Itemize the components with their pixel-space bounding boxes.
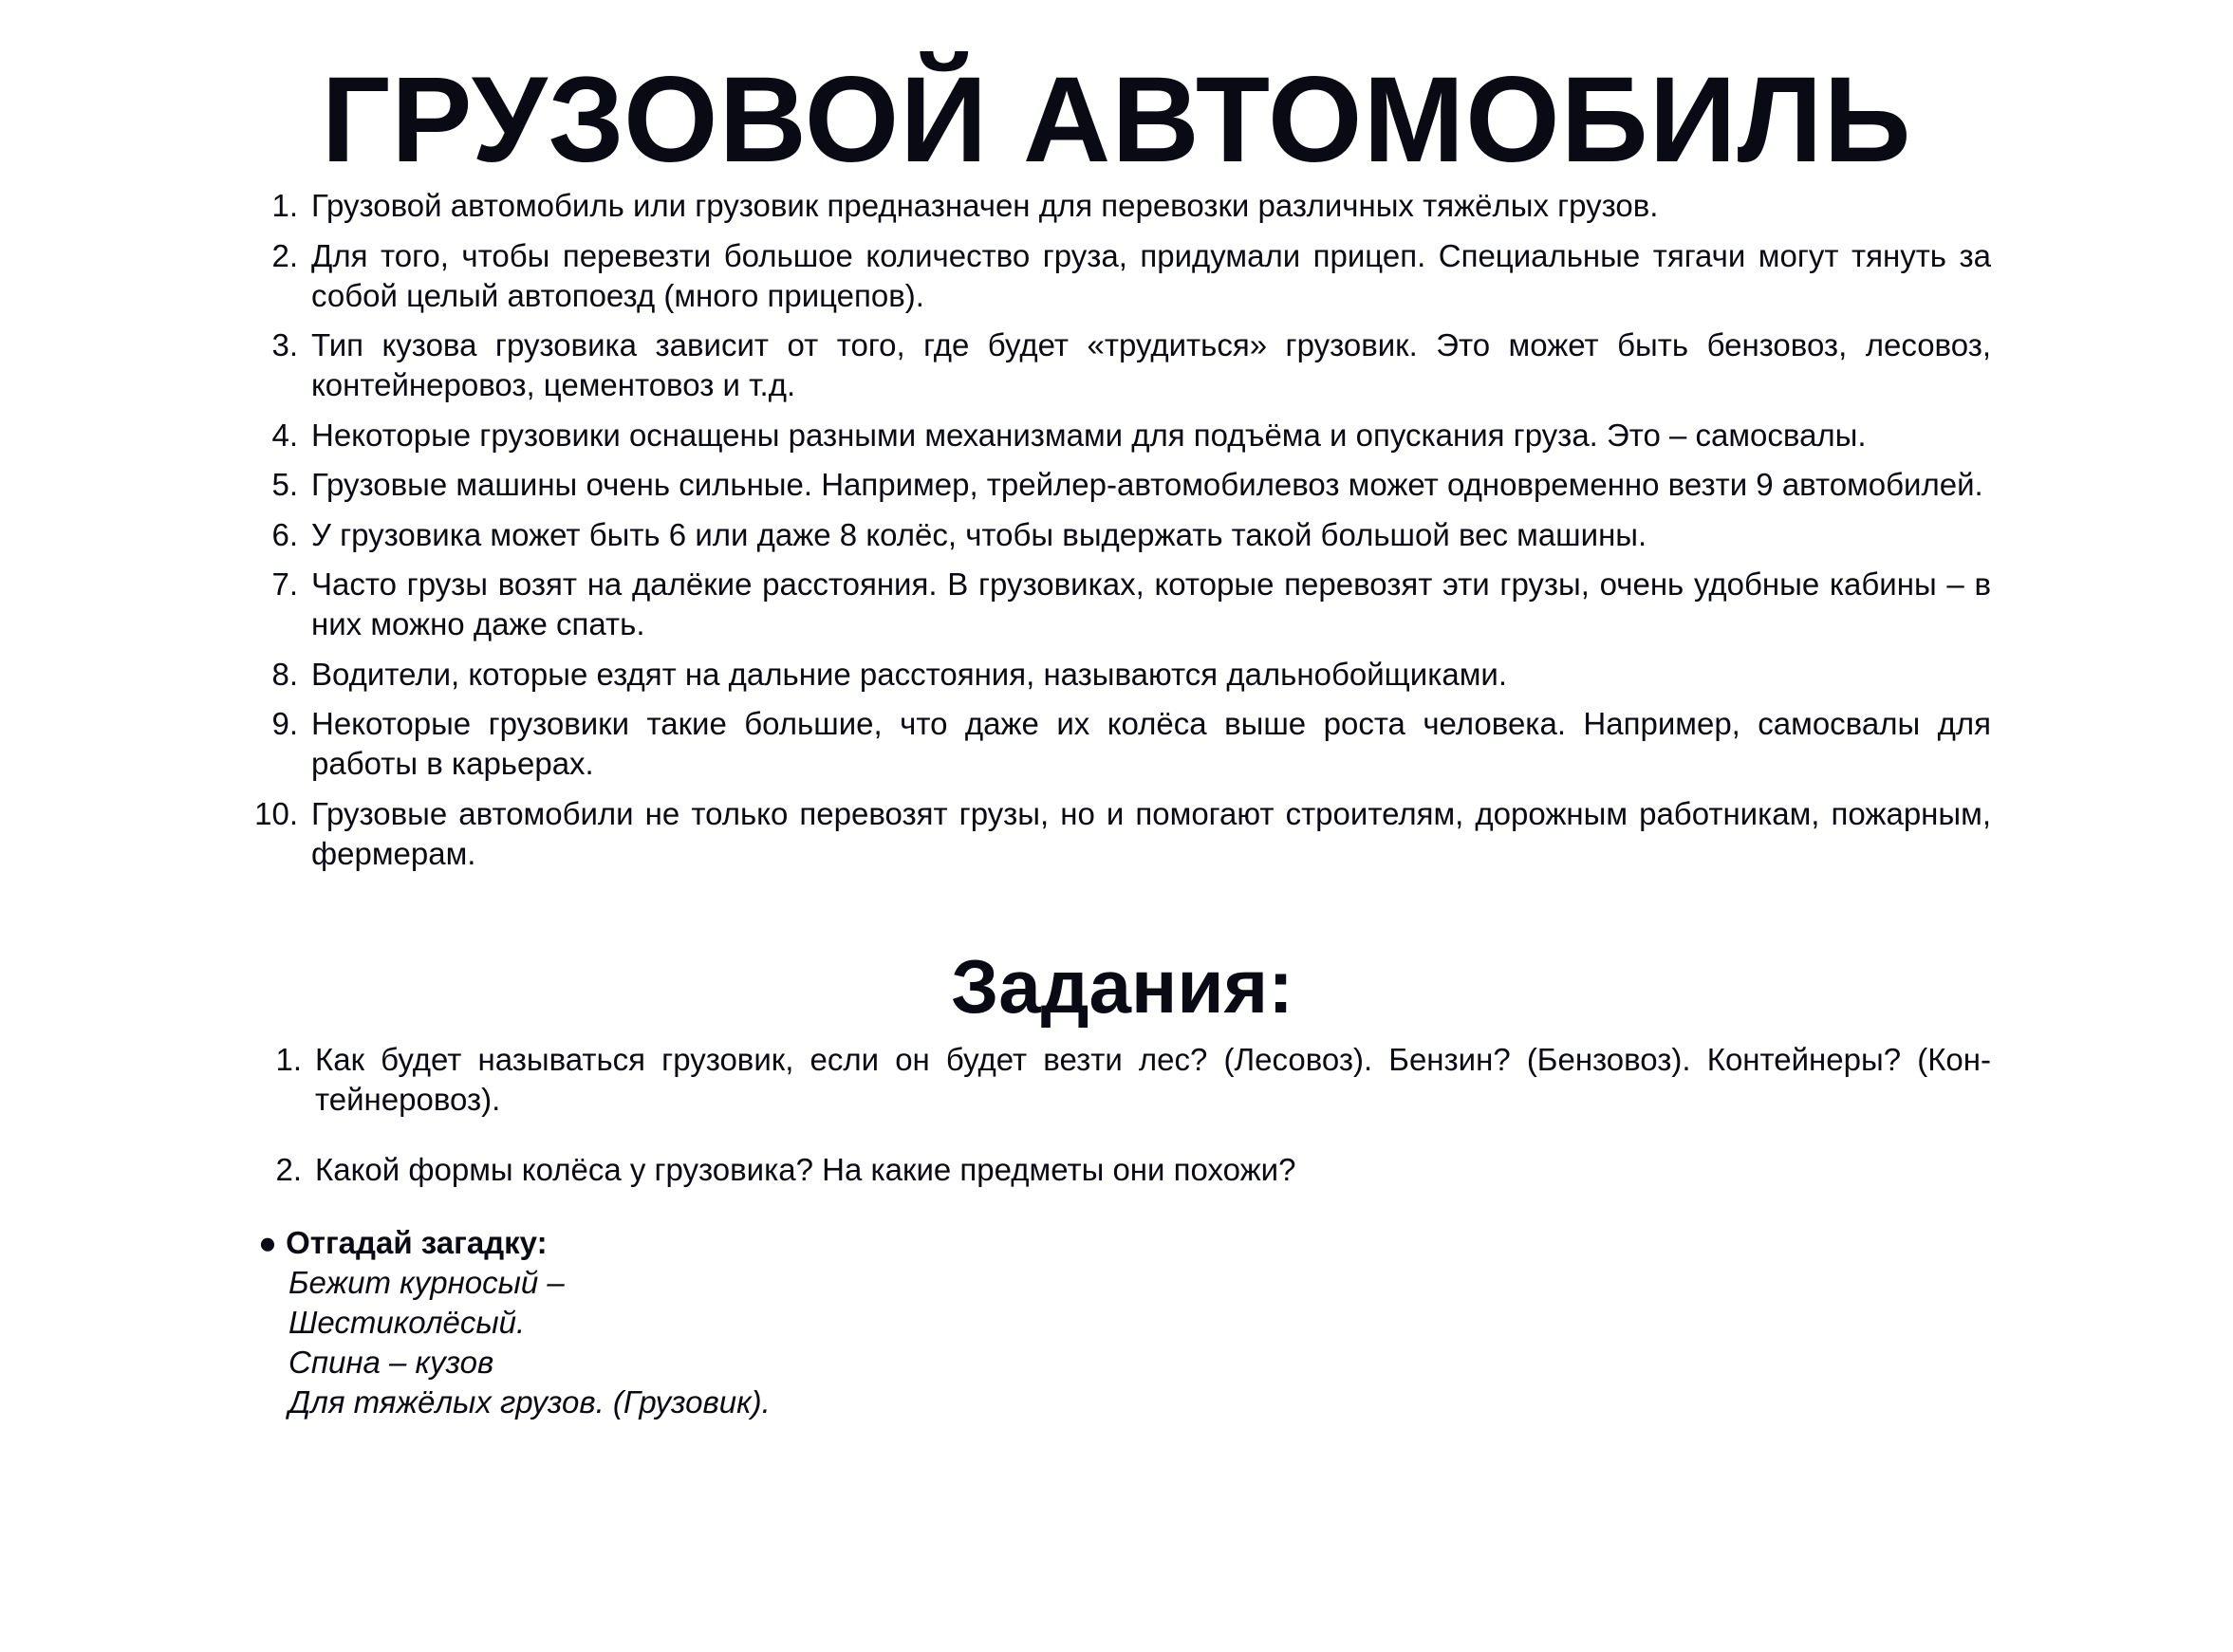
- item-text: Тип кузова грузовика зависит от того, где будет «трудиться» грузовик. Это может быть бензовоз, лесовоз, контейнеровоз, цементовоз и т.д.: [311, 327, 1991, 402]
- riddle-line: Для тяжёлых грузов. (Грузовик).: [288, 1384, 771, 1420]
- item-text: Грузовой автомобиль или грузовик предназначен для перевозки различных тяжёлых грузов.: [311, 188, 1659, 223]
- item-text: Водители, которые ездят на дальние расстояния, называются дальнобойщиками.: [311, 656, 1508, 692]
- facts-list: [245, 186, 1991, 883]
- riddle-line: Шестиколёсый.: [288, 1305, 526, 1340]
- page-title: ГРУЗОВОЙ АВТОМОБИЛЬ: [321, 52, 1912, 188]
- riddle-heading: [258, 1223, 771, 1263]
- list-item: [245, 465, 1991, 505]
- riddle-block: [258, 1223, 771, 1422]
- item-number: 7.: [271, 566, 298, 602]
- item-text: Грузовые машины очень сильные. Например, трейлер-автомобилевоз может одновременно везти 9 автомобилей.: [311, 467, 1983, 502]
- item-number: 10.: [254, 795, 298, 831]
- list-item: [245, 186, 1991, 226]
- item-number: 9.: [271, 706, 298, 741]
- bullet-icon: ●: [258, 1225, 277, 1260]
- item-number: 6.: [271, 516, 298, 552]
- item-number: 1.: [271, 188, 298, 223]
- item-number: 3.: [271, 327, 298, 362]
- task-text: Какой формы колёса у грузовика? На какие предметы они похожи?: [315, 1152, 1296, 1187]
- list-item: [245, 325, 1991, 405]
- item-number: 5.: [271, 467, 298, 502]
- task-number: 2.: [275, 1152, 302, 1187]
- riddle-line: Спина – кузов: [288, 1345, 494, 1380]
- item-text: Некоторые грузовики оснащены разными механизмами для подъёма и опускания груза. Это – самосвалы.: [311, 417, 1867, 453]
- list-item: [245, 565, 1991, 644]
- list-item: [245, 704, 1991, 784]
- task-item: [249, 1040, 1991, 1120]
- riddle-line: Бежит курносый –: [288, 1265, 565, 1300]
- item-number: 4.: [271, 417, 298, 453]
- list-item: [245, 236, 1991, 316]
- list-item: [245, 794, 1991, 874]
- task-text: Как будет называться грузовик, если он будет везти лес? (Лесовоз). Бензин? (Бензовоз). Контейнеры? (Контейнеровоз).: [315, 1042, 1991, 1117]
- item-text: Грузовые автомобили не только перевозят грузы, но и помогают строителям, дорожным работникам, пожарным, фермерам.: [311, 795, 1991, 871]
- list-item: [245, 515, 1991, 555]
- item-number: 8.: [271, 656, 298, 692]
- list-item: [245, 416, 1991, 455]
- tasks-list: [249, 1040, 1991, 1200]
- task-number: 1.: [275, 1042, 302, 1077]
- item-text: Некоторые грузовики такие большие, что даже их колёса выше роста человека. Например, самосвалы для работы в карьерах.: [311, 706, 1991, 781]
- riddle-heading-text: Отгадай загадку:: [286, 1225, 548, 1260]
- item-text: Для того, чтобы перевезти большое количество груза, придумали прицеп. Специальные тягачи могут тянуть за собой целый автопоезд (много прицепов).: [311, 237, 1991, 313]
- task-item: [249, 1150, 1991, 1190]
- item-text: У грузовика может быть 6 или даже 8 колёс, чтобы выдержать такой большой вес машины.: [311, 516, 1647, 552]
- list-item: [245, 655, 1991, 695]
- item-number: 2.: [271, 237, 298, 273]
- tasks-heading: Задания:: [951, 944, 1293, 1029]
- item-text: Часто грузы возят на далёкие расстояния. В грузовиках, которые перевозят эти грузы, очень удобные кабины – в них можно даже спать.: [311, 566, 1991, 641]
